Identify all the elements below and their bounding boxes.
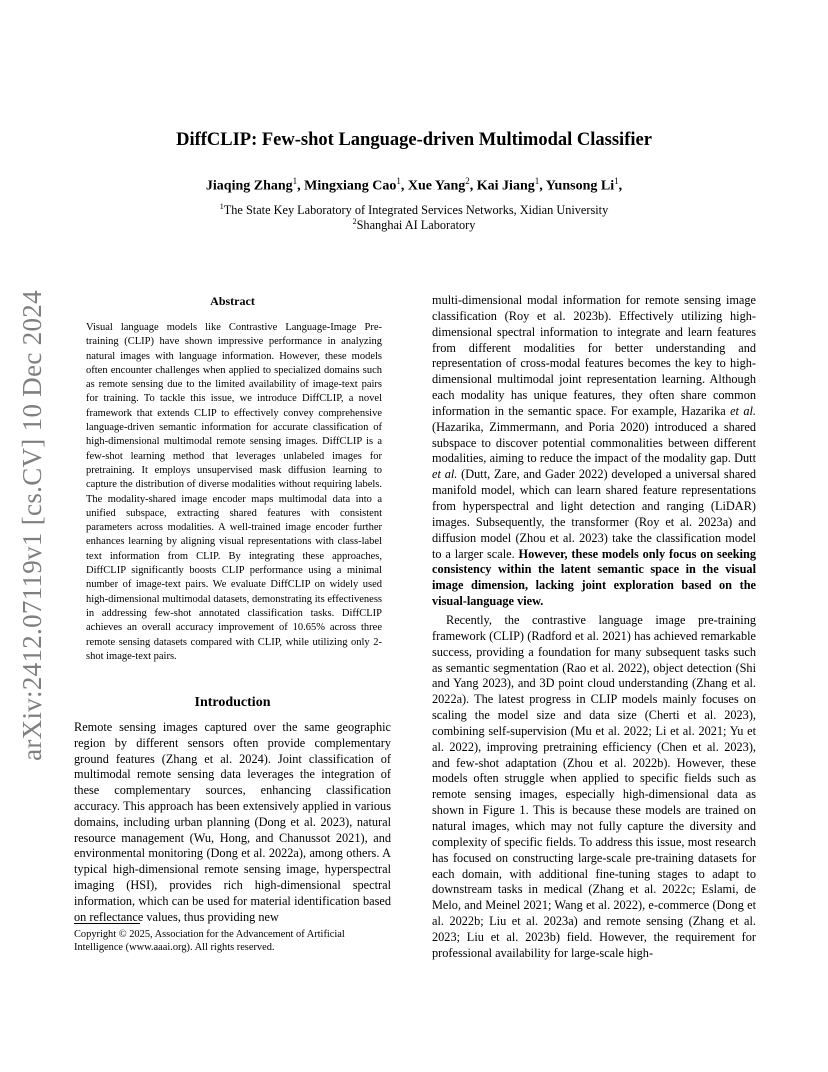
author-list: Jiaqing Zhang$^1$, Mingxiang Cao$^1$, Xue Yang$^2$, Kai Jiang$^1$, Yunsong Li$^1$, <box>205 176 623 194</box>
author-name: Kai Jiang <box>476 178 535 194</box>
introduction-paragraph: Remote sensing images captured over the same geographic region by different sensors often provide complementary ground features (Zhang et al. 2024). Joint classification of multimodal remote sensing data leverages the integration of these complementary sources, enhancing classification accuracy. This approach has been extensively applied in various domains, including urban planning (Dong et al. 2023), natural resource management (Wu, Hong, and Chanussot 2021), and environmental monitoring (Dong et al. 2022a), among others. A typical high-dimensional remote sensing image, hyperspectral imaging (HSI), provides rich high-dimensional spectral information, which can be used for material identification based on reflectance values, thus providing new <box>74 720 391 924</box>
italic-et-al: et al. <box>432 467 458 482</box>
introduction-heading: Introduction <box>194 695 271 710</box>
italic-et-al: et al. <box>730 403 756 418</box>
affiliation-mark: 1 <box>219 202 224 211</box>
arxiv-stamp <box>10 285 54 765</box>
author-affiliation-mark: 1 <box>534 176 540 186</box>
right-column-paragraph-1 <box>432 293 756 610</box>
paragraph-text: (Hazarika, Zimmermann, and Poria 2020) introduced a shared subspace to discover potential commonalities between different modalities, aiming to reduce the impact of the modality gap. Dutt <box>432 419 756 466</box>
paragraph-text: (Dutt, Zare, and Gader 2022) developed a universal shared manifold model, which can learn shared feature representations from hyperspectral and light detection and ranging (LiDAR) images. Subsequently, the transformer (Roy et al. 2023a) and diffusion model (Zhou et al. 2023) take the classification model to a larger scale. <box>432 467 757 561</box>
bold-claim: However, these models only focus on seeking consistency within the latent semantic space in the visual image dimension, lacking joint exploration based on the visual-language view. <box>432 546 756 609</box>
affiliation-text: The State Key Laboratory of Integrated Services Networks, Xidian University <box>223 203 609 218</box>
paper-title: DiffCLIP: Few-shot Language-driven Multimodal Classifier <box>176 130 652 150</box>
author-affiliation-mark: 1 <box>614 176 619 186</box>
paragraph-text: multi-dimensional modal information for remote sensing image classification (Roy et al. 2023b). Effectively utilizing high-dimensional spectral information to integrate and learn features from different modalities for better understanding and representation of cross-modal features becomes the key to high-dimensional multimodal joint representation learning. Although each modality has unique features, they often share common information in the semantic space. For example, Hazarika <box>432 293 756 418</box>
affiliation-1 <box>0 202 828 218</box>
abstract-heading: Abstract <box>210 294 255 308</box>
author-affiliation-mark: 1 <box>292 176 298 186</box>
affiliation-mark: 2 <box>352 217 357 226</box>
author-affiliation-mark: 1 <box>396 176 401 186</box>
author-name: Xue Yang <box>407 178 466 194</box>
footnote-divider <box>74 923 140 924</box>
author-name: Yunsong Li <box>545 178 615 194</box>
copyright-footnote: Copyright © 2025, Association for the Advancement of Artificial Intelligence (www.aaai.org). All rights reserved. <box>74 929 345 954</box>
author-affiliation-mark: 2 <box>465 176 470 186</box>
affiliation-2 <box>0 217 828 233</box>
arxiv-identifier: arXiv:2412.07119v1 [cs.CV] 10 Dec 2024 <box>16 289 47 761</box>
right-column-paragraph-2: Recently, the contrastive language image pre-training framework (CLIP) (Radford et al. 2021) has achieved remarkable success, providing a foundation for many subsequent tasks such as semantic segmentation (Rao et al. 2022), object detection (Shi and Yang 2023), and 3D point cloud understanding (Zhang et al. 2022a). The latest progress in CLIP models mainly focuses on scaling the model size and data size (Cherti et al. 2023), combining self-supervision (Mu et al. 2022; Li et al. 2021; Yu et al. 2022), improving pretraining efficiency (Chen et al. 2023), and few-shot adaptation (Zhou et al. 2022b). However, these models often struggle when applied to specific fields such as remote sensing images, especially high-dimensional data as shown in Figure 1. This is because these models are trained on natural images, which may not fully capture the diversity and complexity of specific fields. To address this issue, most research has focused on constructing large-scale pre-training datasets for each domain, with additional fine-tuning stages to adapt to downstream tasks in medical (Zhang et al. 2022c; Eslami, de Melo, and Meinel 2021; Wang et al. 2022), e-commerce (Dong et al. 2022b; Liu et al. 2023a) and remote sensing (Zhang et al. 2023; Liu et al. 2023b) field. However, the requirement for professional availability for large-scale high- <box>432 613 756 960</box>
author-name: Mingxiang Cao <box>304 178 397 194</box>
abstract-text: Visual language models like Contrastive Language-Image Pre-training (CLIP) have shown impressive performance in analyzing natural images with language information. However, these models often encounter challenges when applied to specialized domains such as remote sensing due to the limited availability of image-text pairs for training. To tackle this issue, we introduce DiffCLIP, a novel framework that extends CLIP to effectively convey comprehensive language-driven semantic information for accurate classification of high-dimensional multimodal remote sensing images. DiffCLIP is a few-shot learning method that leverages unlabeled images for pretraining. It employs unsupervised mask diffusion learning to capture the distribution of diverse modalities without requiring labels. The modality-shared image encoder maps multimodal data into a unified subspace, extracting shared features with consistent parameters across modalities. A well-trained image encoder further enhances learning by aligning visual representations with class-label text information from CLIP. By integrating these approaches, DiffCLIP significantly boosts CLIP performance using a minimal number of image-text pairs. We evaluate DiffCLIP on widely used high-dimensional multimodal datasets, demonstrating its effectiveness in addressing few-shot annotated classification tasks. DiffCLIP achieves an overall accuracy improvement of 10.65% across three remote sensing datasets compared with CLIP, while utilizing only 2-shot image-text pairs. <box>86 322 382 662</box>
affiliation-text: Shanghai AI Laboratory <box>356 218 476 233</box>
author-name: Jiaqing Zhang <box>205 178 293 194</box>
